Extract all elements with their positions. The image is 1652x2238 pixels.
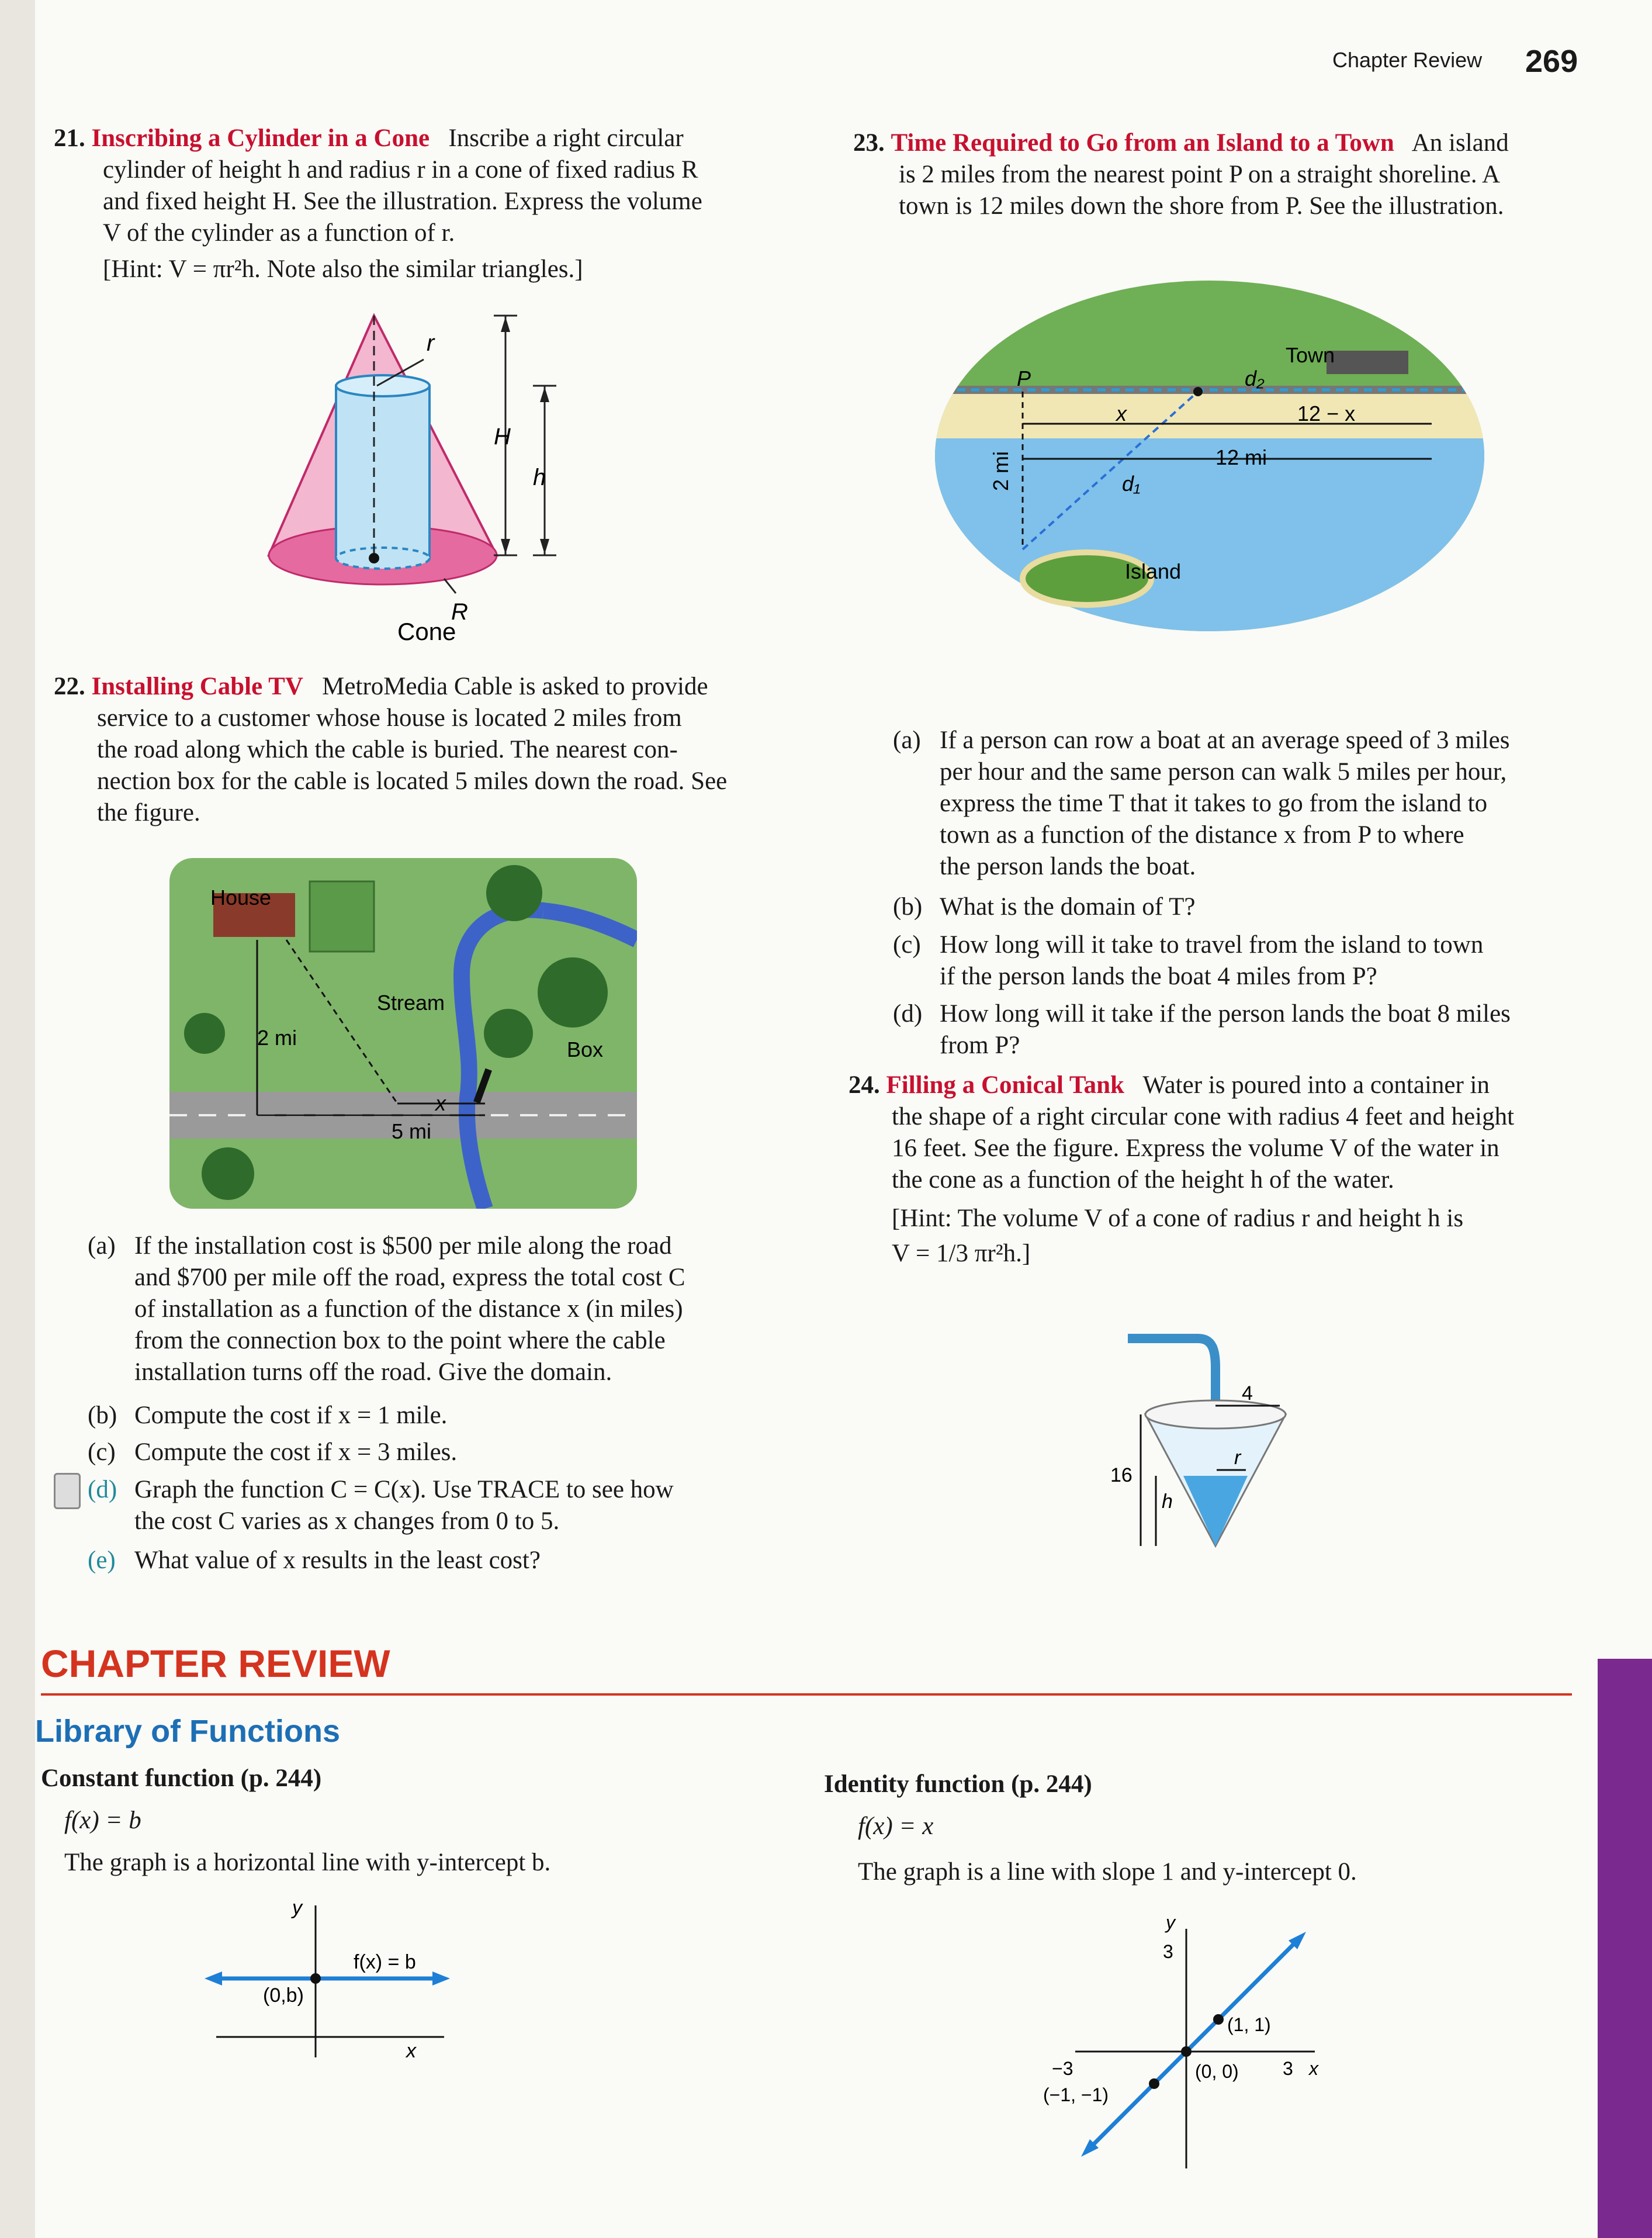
label-d1: d₁: [1122, 472, 1141, 496]
label-4: 4: [1242, 1382, 1253, 1405]
tree: [484, 1009, 533, 1058]
part-text: Compute the cost if x = 3 miles.: [134, 1438, 458, 1466]
running-head: Chapter Review: [1332, 48, 1483, 72]
p22-part-a: [88, 1230, 789, 1388]
label-2mi: 2 mi: [989, 451, 1013, 491]
part-label: (a): [88, 1232, 116, 1260]
constant-function-heading: Constant function (p. 244): [41, 1765, 322, 1792]
cable-map-figure: [169, 858, 637, 1209]
part-text: per hour and the same person can walk 5 miles per hour,: [940, 758, 1507, 786]
line-arrow: [205, 1971, 222, 1986]
problem-text-line: the road along which the cable is buried. The nearest con-: [97, 736, 678, 763]
tick-3-y: 3: [1163, 1941, 1173, 1962]
label-stream: Stream: [377, 991, 445, 1015]
p23-part-c: [893, 929, 1594, 992]
label-house: House: [210, 885, 272, 909]
water: [929, 438, 1490, 637]
tree: [184, 1013, 225, 1054]
label-12-minus-x: 12 − x: [1297, 402, 1356, 426]
problem-text-line: An island: [1411, 129, 1509, 157]
label-R: R: [451, 599, 468, 625]
part-label: (c): [88, 1438, 116, 1466]
calculator-icon: [54, 1473, 81, 1509]
line-arrow: [432, 1971, 450, 1986]
fn-label: f(x) = b: [354, 1951, 416, 1973]
p22-part-e: [88, 1545, 541, 1576]
problem-text-line: and fixed height H. See the illustration. Express the volume: [103, 188, 702, 215]
figure-caption: Cone: [397, 618, 456, 645]
part-label: (a): [893, 727, 921, 754]
problem-text-line: is 2 miles from the nearest point P on a straight shoreline. A: [899, 161, 1501, 188]
chapter-thumb-tab: [1598, 1659, 1652, 2238]
tree: [538, 957, 608, 1028]
problem-text-line: the shape of a right circular cone with radius 4 feet and height: [892, 1103, 1515, 1130]
problem-text-line: the figure.: [97, 799, 200, 826]
label-2mi: 2 mi: [257, 1026, 297, 1050]
part-label: (e): [88, 1547, 116, 1574]
problem-number: 22.: [54, 673, 85, 700]
problem-text-line: nection box for the cable is located 5 miles down the road. See: [97, 767, 728, 795]
label-r: r: [427, 330, 435, 356]
hint: [Hint: The volume V of a cone of radius r and height h is: [892, 1205, 1464, 1232]
identity-function-heading: Identity function (p. 244): [824, 1770, 1092, 1798]
problem-title: Filling a Conical Tank: [886, 1071, 1124, 1099]
problem-23: [853, 127, 1589, 222]
chapter-review-heading: CHAPTER REVIEW: [41, 1642, 390, 1685]
cylinder-shape: [336, 386, 430, 558]
p22-part-d: [88, 1474, 789, 1537]
label-x: x: [1116, 402, 1127, 426]
part-label: (d): [893, 1000, 923, 1028]
problem-text-line: MetroMedia Cable is asked to provide: [322, 673, 708, 700]
hint: [Hint: V = πr²h. Note also the similar triangles.]: [103, 255, 583, 283]
R-pointer: [444, 579, 456, 593]
problem-text-line: service to a customer whose house is located 2 miles from: [97, 704, 682, 732]
problem-text-line: the cone as a function of the height h of the water.: [892, 1166, 1394, 1194]
arrow-head: [540, 539, 549, 554]
part-text: Graph the function C = C(x). Use TRACE to see how: [134, 1476, 674, 1503]
part-text: express the time T that it takes to go from the island to: [940, 790, 1488, 817]
part-text: and $700 per mile off the road, express the total cost C: [134, 1264, 685, 1291]
part-text: from P?: [940, 1032, 1020, 1059]
part-text: How long will it take if the person lands the boat 8 miles: [940, 1000, 1511, 1028]
problem-text-line: Water is poured into a container in: [1142, 1071, 1490, 1099]
tree: [202, 1147, 254, 1200]
point-origin: [1181, 2046, 1192, 2057]
point-1-1: [1213, 2014, 1224, 2025]
label-island: Island: [1125, 559, 1182, 583]
water-volume: [1183, 1476, 1248, 1546]
intercept-point: [310, 1973, 321, 1984]
beach: [929, 392, 1490, 438]
tank-rim: [1145, 1400, 1286, 1428]
y-label: y: [292, 1897, 302, 1919]
problem-title: Time Required to Go from an Island to a Town: [891, 129, 1394, 157]
tick-neg3: −3: [1052, 2058, 1073, 2079]
cylinder-bottom: [336, 548, 430, 569]
part-text: town as a function of the distance x from P to where: [940, 821, 1464, 849]
part-text: What is the domain of T?: [940, 893, 1196, 921]
label-x: x: [435, 1091, 446, 1115]
part-text: from the connection box to the point where the cable: [134, 1327, 666, 1354]
p23-part-d: [893, 998, 1594, 1061]
town-buildings: [1327, 351, 1408, 374]
label-neg1-neg1: (−1, −1): [1043, 2084, 1109, 2105]
label-H: H: [494, 424, 511, 449]
part-text: if the person lands the boat 4 miles from P?: [940, 963, 1377, 990]
problem-number: 21.: [54, 124, 85, 152]
constant-formula: f(x) = b: [64, 1807, 141, 1834]
identity-line: [1090, 1940, 1297, 2148]
arrow-head: [540, 387, 549, 402]
page-number: 269: [1525, 44, 1578, 79]
problem-text-line: town is 12 miles down the shore from P. See the illustration.: [899, 192, 1504, 220]
part-text: What value of x results in the least cost?: [134, 1547, 541, 1574]
x-label: x: [1309, 2058, 1318, 2079]
pour-pipe: [1128, 1338, 1215, 1409]
label-h: h: [533, 465, 546, 490]
cone-figure: [245, 304, 584, 655]
island-figure: [929, 275, 1490, 637]
label-h: h: [1162, 1490, 1173, 1513]
conical-tank-figure: [1110, 1321, 1321, 1555]
problem-text-line: cylinder of height h and radius r in a cone of fixed radius R: [103, 156, 698, 184]
label-0-0: (0, 0): [1195, 2061, 1239, 2082]
label-12mi: 12 mi: [1215, 445, 1267, 469]
formula: V = 1/3 πr²h.]: [892, 1240, 1031, 1267]
label-16: 16: [1110, 1464, 1132, 1486]
part-text: If a person can row a boat at an average speed of 3 miles: [940, 727, 1510, 754]
part-text: the cost C varies as x changes from 0 to 5.: [134, 1507, 560, 1535]
constant-description: The graph is a horizontal line with y-intercept b.: [64, 1849, 551, 1876]
problem-text-line: Inscribe a right circular: [448, 124, 684, 152]
part-text: of installation as a function of the distance x (in miles): [134, 1295, 683, 1323]
library-of-functions-heading: Library of Functions: [35, 1714, 341, 1749]
label-P: P: [1017, 366, 1031, 390]
tick-3-x: 3: [1283, 2058, 1293, 2079]
chapter-review-rule: [41, 1693, 1572, 1696]
label-r: r: [1234, 1447, 1241, 1469]
arrow-head: [501, 539, 510, 554]
p23-part-a: [893, 725, 1594, 883]
problem-title: Installing Cable TV: [91, 673, 303, 700]
label-box: Box: [567, 1037, 604, 1061]
problem-title: Inscribing a Cylinder in a Cone: [91, 124, 430, 152]
part-text: If the installation cost is $500 per mile along the road: [134, 1232, 672, 1260]
p22-part-c: [88, 1437, 457, 1468]
problem-22: [54, 671, 790, 829]
identity-function-graph: [1040, 1905, 1344, 2198]
identity-description: The graph is a line with slope 1 and y-intercept 0.: [858, 1858, 1357, 1886]
part-label: (b): [88, 1402, 117, 1429]
part-label: (b): [893, 893, 923, 921]
point-neg1-neg1: [1149, 2078, 1159, 2089]
problem-24: [848, 1070, 1585, 1270]
label-5mi: 5 mi: [392, 1119, 432, 1143]
part-text: How long will it take to travel from the island to town: [940, 931, 1484, 959]
arrow-head: [501, 317, 510, 332]
cylinder-top: [336, 375, 430, 396]
p23-part-b: [893, 891, 1195, 923]
part-text: Compute the cost if x = 1 mile.: [134, 1402, 448, 1429]
tree: [486, 865, 542, 921]
label-1-1: (1, 1): [1227, 2014, 1271, 2035]
label-d2: d₂: [1245, 366, 1265, 390]
problem-number: 24.: [848, 1071, 880, 1099]
page-gutter: [0, 0, 35, 2238]
problem-text-line: 16 feet. See the figure. Express the volume V of the water in: [892, 1134, 1499, 1162]
center-point: [369, 553, 379, 563]
problem-text-line: V of the cylinder as a function of r.: [103, 219, 455, 247]
problem-21: [54, 123, 790, 285]
x-label: x: [406, 2040, 416, 2062]
part-label: (c): [893, 931, 921, 959]
part-text: the person lands the boat.: [940, 853, 1196, 880]
landing-point: [1193, 387, 1203, 396]
problem-number: 23.: [853, 129, 885, 157]
p22-part-b: [88, 1400, 447, 1431]
constant-function-graph: [199, 1888, 456, 2063]
part-label: (d): [88, 1476, 117, 1503]
identity-formula: f(x) = x: [858, 1812, 934, 1840]
y-label: y: [1166, 1912, 1175, 1933]
point-label: (0,b): [263, 1984, 304, 2007]
label-town: Town: [1286, 343, 1335, 367]
part-text: installation turns off the road. Give the domain.: [134, 1358, 612, 1386]
field: [310, 881, 374, 952]
